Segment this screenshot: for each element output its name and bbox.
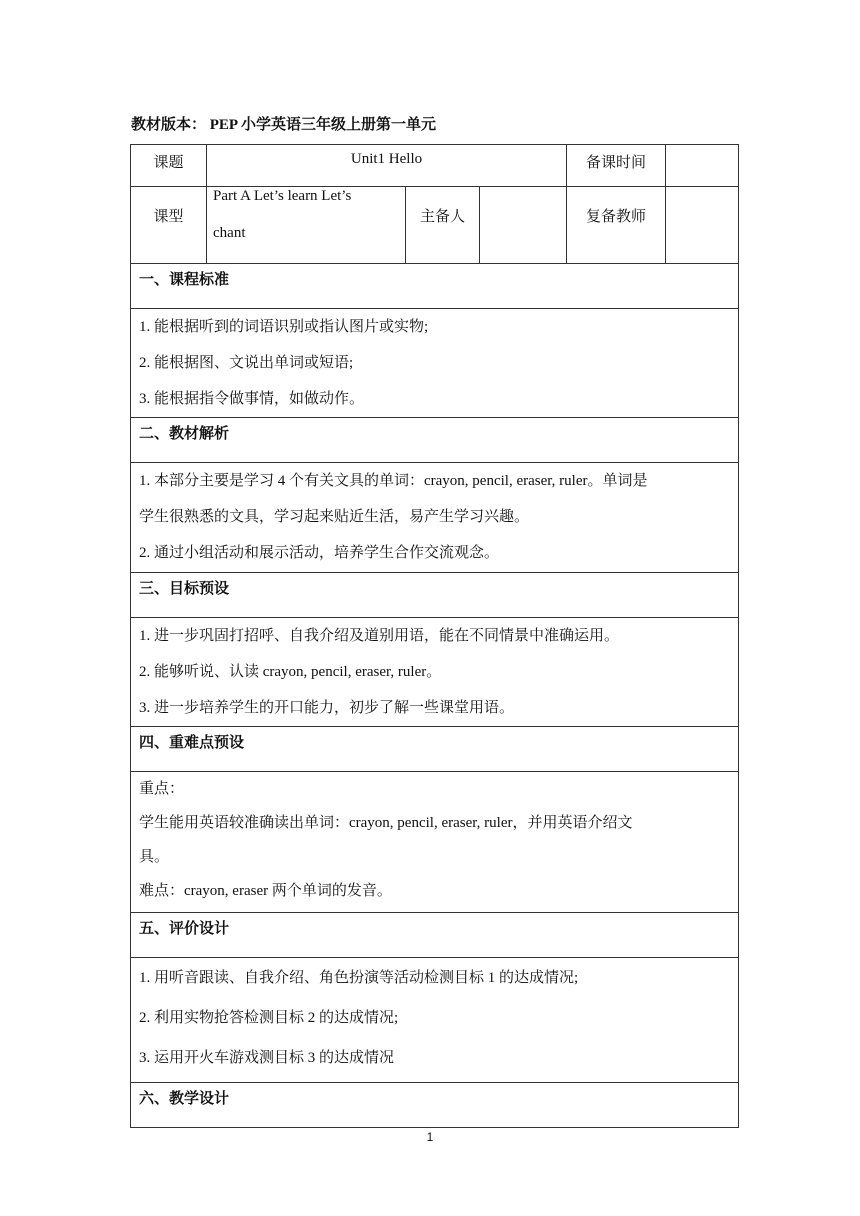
section-line: 2. 能根据图、文说出单词或短语; xyxy=(139,355,354,371)
topic-value: Unit1 Hello xyxy=(350,151,423,167)
section-line: 1. 能根据听到的词语识别或指认图片或实物; xyxy=(139,319,429,335)
section-title: 六、教学设计 xyxy=(131,1083,739,1128)
section-line: 1. 进一步巩固打招呼、自我介绍及道别用语，能在不同情景中准确运用。 xyxy=(139,628,620,644)
lead-value-cell xyxy=(480,187,567,264)
section-line: 3. 能根据指令做事情，如做动作。 xyxy=(139,391,365,407)
section-line: 1. 本部分主要是学习 4 个有关文具的单词：crayon, pencil, eraser, ruler。单词是 xyxy=(139,473,648,489)
section-line: 学生能用英语较准确读出单词：crayon, pencil, eraser, ruler，并用英语介绍文 xyxy=(139,815,633,831)
section-body-row xyxy=(131,309,739,418)
section-body-row xyxy=(131,618,739,727)
lead-label: 主备人 xyxy=(419,209,465,225)
section-line: 2. 通过小组活动和展示活动，培养学生合作交流观念。 xyxy=(139,545,500,561)
section-line: 学生很熟悉的文具，学习起来贴近生活，易产生学习兴趣。 xyxy=(139,509,530,525)
section-title-row xyxy=(131,727,739,772)
section-line: 难点：crayon, eraser 两个单词的发音。 xyxy=(139,883,392,899)
section-line: 2. 利用实物抢答检测目标 2 的达成情况; xyxy=(139,1010,399,1026)
page-number: 1 xyxy=(426,1130,434,1144)
section-line: 1. 用听音跟读、自我介绍、角色扮演等活动检测目标 1 的达成情况; xyxy=(139,970,579,986)
section-line: 3. 进一步培养学生的开口能力，初步了解一些课堂用语。 xyxy=(139,700,515,716)
section-title-row xyxy=(131,1083,739,1128)
type-value-line1: Part A Let’s learn Let’s xyxy=(213,188,352,204)
review-value-cell xyxy=(666,187,739,264)
section-body-row xyxy=(131,772,739,913)
type-value-cell xyxy=(207,187,406,264)
topic-label: 课题 xyxy=(153,155,184,171)
section-title-row xyxy=(131,418,739,463)
prep-time-label-cell xyxy=(567,145,666,187)
section-title-row xyxy=(131,573,739,618)
section-title-row xyxy=(131,913,739,958)
lead-label-cell xyxy=(406,187,480,264)
section-title: 三、目标预设 xyxy=(131,573,739,618)
review-label-cell xyxy=(567,187,666,264)
section-line: 重点： xyxy=(139,781,185,797)
prep-time-value-cell xyxy=(666,145,739,187)
section-line: 3. 运用开火车游戏测目标 3 的达成情况 xyxy=(139,1050,395,1066)
type-label-cell xyxy=(131,187,207,264)
type-value-line2: chant xyxy=(213,225,246,241)
type-label: 课型 xyxy=(153,209,184,225)
lesson-plan-table xyxy=(130,144,739,1128)
section-title: 二、教材解析 xyxy=(131,418,739,463)
section-body-row xyxy=(131,463,739,573)
prep-time-label: 备课时间 xyxy=(586,155,647,171)
section-title: 一、课程标准 xyxy=(131,264,739,309)
section-line: 2. 能够听说、认读 crayon, pencil, eraser, ruler。 xyxy=(139,664,442,680)
section-title: 四、重难点预设 xyxy=(131,727,739,772)
meta-row-type xyxy=(131,187,739,264)
section-body-row xyxy=(131,958,739,1083)
section-line: 具。 xyxy=(139,849,170,865)
review-label: 复备教师 xyxy=(586,209,647,225)
topic-label-cell xyxy=(131,145,207,187)
section-title: 五、评价设计 xyxy=(131,913,739,958)
section-title-row xyxy=(131,264,739,309)
document-header: 教材版本： PEP 小学英语三年级上册第一单元 xyxy=(131,117,437,133)
